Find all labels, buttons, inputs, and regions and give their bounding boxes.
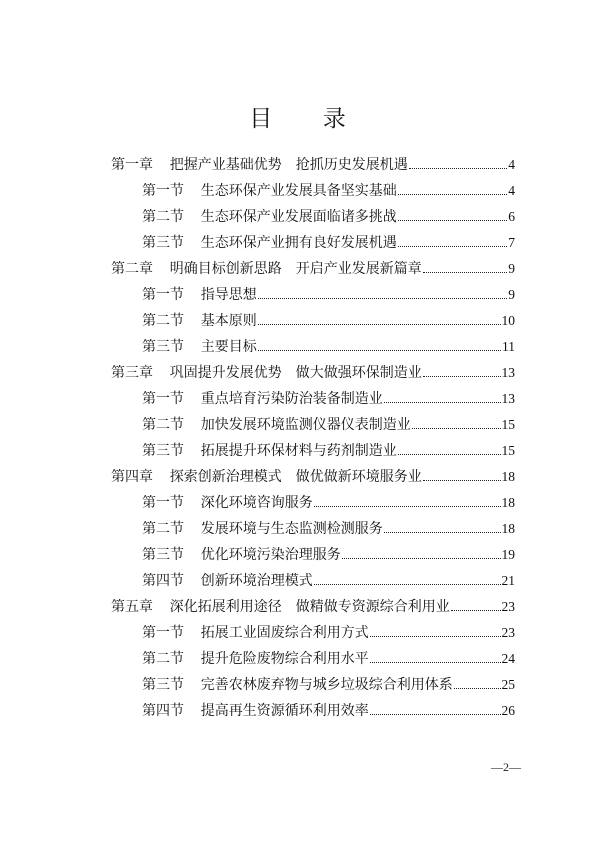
- toc-entry-chapter[interactable]: [111, 361, 515, 385]
- toc-entry-section[interactable]: [142, 517, 515, 541]
- toc-entry-title: 发展环境与生态监测检测服务: [200, 521, 383, 537]
- toc-entry-label: 第三节: [142, 443, 184, 459]
- toc-dot-leader: [384, 402, 501, 403]
- toc-entry-page-number: 24: [501, 651, 515, 666]
- toc-entry-label: 第三章: [111, 365, 153, 381]
- toc-dot-leader: [423, 480, 501, 481]
- toc-entry-title: 拓展工业固废综合利用方式: [200, 625, 369, 641]
- toc-entry-title: 生态环保产业发展具备坚实基础: [200, 183, 397, 199]
- toc-entry-section[interactable]: [142, 699, 515, 723]
- toc-entry-chapter[interactable]: [111, 257, 515, 281]
- toc-entry-chapter[interactable]: [111, 595, 515, 619]
- page-number: —2—: [491, 760, 521, 774]
- toc-dot-leader: [314, 506, 501, 507]
- toc-dot-leader: [370, 636, 501, 637]
- toc-dot-leader: [370, 714, 501, 715]
- toc-entry-section[interactable]: [142, 205, 515, 229]
- toc-entry-title: 探索创新治理模式 做优做新环境服务业: [169, 469, 422, 485]
- toc-entry-label: 第一节: [142, 287, 184, 303]
- toc-entry-section[interactable]: [142, 543, 515, 567]
- toc-entry-label: 第三节: [142, 547, 184, 563]
- toc-entry-title: 基本原则: [200, 313, 257, 329]
- toc-entry-page-number: 15: [501, 417, 515, 432]
- toc-dot-leader: [409, 168, 507, 169]
- toc-dot-leader: [258, 324, 501, 325]
- toc-dot-leader: [342, 558, 501, 559]
- toc-entry-label: 第一节: [142, 391, 184, 407]
- toc-entry-section[interactable]: [142, 621, 515, 645]
- toc-entry-title: 加快发展环境监测仪器仪表制造业: [200, 417, 411, 433]
- toc-entry-title: 深化环境咨询服务: [200, 495, 313, 511]
- toc-entry-label: 第四节: [142, 573, 184, 589]
- toc-entry-page-number: 26: [501, 703, 515, 718]
- toc-entry-section[interactable]: [142, 283, 515, 307]
- toc-entry-page-number: 4: [508, 183, 515, 198]
- toc-entry-page-number: 18: [501, 521, 515, 536]
- toc-entry-page-number: 4: [508, 157, 515, 172]
- toc-dot-leader: [398, 454, 501, 455]
- toc-entry-title: 生态环保产业拥有良好发展机遇: [200, 235, 397, 251]
- toc-dot-leader: [412, 428, 501, 429]
- toc-entry-title: 指导思想: [200, 287, 257, 303]
- toc-entry-section[interactable]: [142, 179, 515, 203]
- toc-dot-leader: [314, 584, 501, 585]
- toc-entry-title: 完善农林废弃物与城乡垃圾综合利用体系: [200, 677, 453, 693]
- toc-entry-section[interactable]: [142, 673, 515, 697]
- toc-entry-section[interactable]: [142, 413, 515, 437]
- toc-entry-label: 第二节: [142, 521, 184, 537]
- toc-entry-section[interactable]: [142, 335, 515, 359]
- toc-entry-page-number: 25: [501, 677, 515, 692]
- toc-entry-page-number: 13: [501, 391, 515, 406]
- toc-entry-title: 拓展提升环保材料与药剂制造业: [200, 443, 397, 459]
- toc-entry-label: 第三节: [142, 339, 184, 355]
- toc-entry-label: 第五章: [111, 599, 153, 615]
- toc-entry-chapter[interactable]: [111, 153, 515, 177]
- toc-entry-label: 第四章: [111, 469, 153, 485]
- toc-entry-page-number: 23: [501, 625, 515, 640]
- toc-entry-section[interactable]: [142, 491, 515, 515]
- toc-entry-label: 第二节: [142, 209, 184, 225]
- toc-entry-label: 第一节: [142, 495, 184, 511]
- toc-entry-page-number: 9: [508, 287, 515, 302]
- toc-dot-leader: [258, 350, 501, 351]
- toc-entry-page-number: 9: [508, 261, 515, 276]
- toc-entry-page-number: 11: [502, 339, 515, 354]
- toc-entry-page-number: 10: [501, 313, 515, 328]
- toc-dot-leader: [451, 610, 501, 611]
- toc-entry-section[interactable]: [142, 647, 515, 671]
- toc-dot-leader: [258, 298, 507, 299]
- toc-entry-title: 重点培育污染防治装备制造业: [200, 391, 383, 407]
- toc-entry-label: 第二章: [111, 261, 153, 277]
- toc-entry-title: 深化拓展利用途径 做精做专资源综合利用业: [169, 599, 450, 615]
- toc-entry-title: 巩固提升发展优势 做大做强环保制造业: [169, 365, 422, 381]
- toc-entry-section[interactable]: [142, 387, 515, 411]
- toc-dot-leader: [384, 532, 501, 533]
- toc-dot-leader: [398, 246, 507, 247]
- toc-entry-section[interactable]: [142, 309, 515, 333]
- toc-entry-title: 提升危险废物综合利用水平: [200, 651, 369, 667]
- toc-dot-leader: [423, 272, 507, 273]
- toc-entry-page-number: 7: [508, 235, 515, 250]
- toc-entry-label: 第一节: [142, 625, 184, 641]
- toc-entry-page-number: 23: [501, 599, 515, 614]
- toc-entry-title: 创新环境治理模式: [200, 573, 313, 589]
- page-title: 目 录: [249, 106, 360, 132]
- toc-entry-label: 第三节: [142, 235, 184, 251]
- toc-entry-section[interactable]: [142, 569, 515, 593]
- toc-entry-page-number: 18: [501, 495, 515, 510]
- toc-entry-label: 第四节: [142, 703, 184, 719]
- toc-entry-title: 把握产业基础优势 抢抓历史发展机遇: [169, 157, 408, 173]
- toc-dot-leader: [423, 376, 501, 377]
- toc-entry-page-number: 18: [501, 469, 515, 484]
- toc-entry-page-number: 19: [501, 547, 515, 562]
- toc-entry-title: 生态环保产业发展面临诸多挑战: [200, 209, 397, 225]
- toc-dot-leader: [370, 662, 501, 663]
- toc-entry-title: 明确目标创新思路 开启产业发展新篇章: [169, 261, 422, 277]
- toc-entry-title: 提高再生资源循环利用效率: [200, 703, 369, 719]
- toc-entry-page-number: 15: [501, 443, 515, 458]
- toc-entry-chapter[interactable]: [111, 465, 515, 489]
- toc-entry-page-number: 13: [501, 365, 515, 380]
- toc-entry-label: 第一节: [142, 183, 184, 199]
- toc-entry-title: 优化环境污染治理服务: [200, 547, 341, 563]
- toc-dot-leader: [398, 194, 507, 195]
- toc-entry-page-number: 21: [501, 573, 515, 588]
- toc-entry-section[interactable]: [142, 231, 515, 255]
- toc-entry-title: 主要目标: [200, 339, 257, 355]
- toc-entry-label: 第三节: [142, 677, 184, 693]
- toc-entry-label: 第一章: [111, 157, 153, 173]
- toc-dot-leader: [398, 220, 507, 221]
- toc-entry-label: 第二节: [142, 651, 184, 667]
- toc-entry-section[interactable]: [142, 439, 515, 463]
- toc-entry-page-number: 6: [508, 209, 515, 224]
- toc-dot-leader: [454, 688, 501, 689]
- toc-entry-label: 第二节: [142, 313, 184, 329]
- toc-entry-label: 第二节: [142, 417, 184, 433]
